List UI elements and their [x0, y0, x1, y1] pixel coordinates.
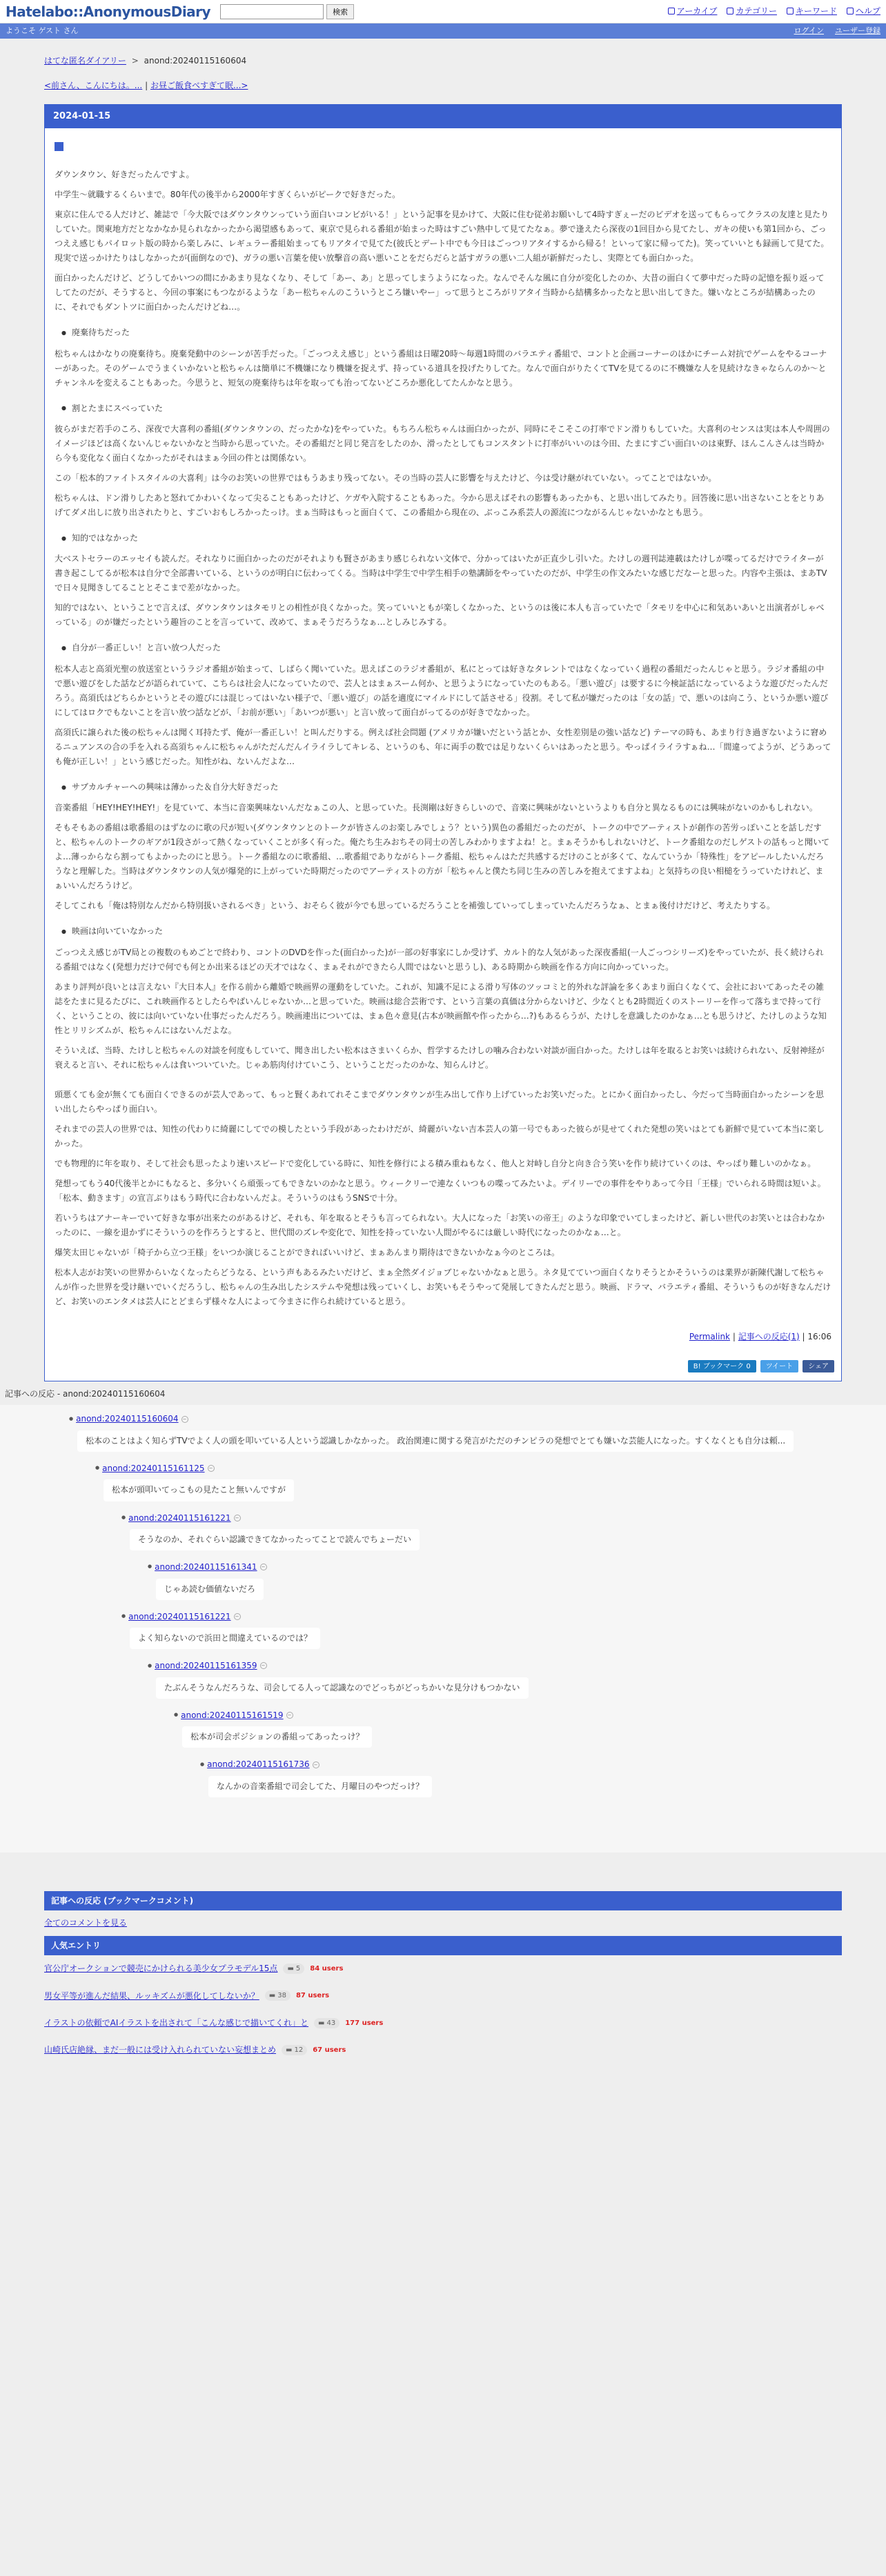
comment-icon: ▬: [286, 2046, 293, 2055]
body-paragraph: そういえば、当時、たけしと松ちゃんの対談を何度もしていて、聞き出したい松本はさまいくらか、哲学するたけしの噛み合わない対談が面白かった。たけしは年を取るとお笑いは続けられない、反射神経が衰えると言い、それに松ちゃんは食いついていた。じゃあ筋肉付けていこう、ということだったのかな、知らんけど。: [55, 1045, 825, 1070]
header-nav: [668, 4, 880, 18]
reaction-head: [174, 1708, 842, 1722]
comment-icon: ▬: [268, 1992, 276, 2000]
bottom-area: [44, 1891, 842, 2071]
reaction-node: [174, 1708, 842, 1755]
nav-category-label: カテゴリー: [736, 6, 777, 17]
reaction-link[interactable]: ● anond:20240115160604: [76, 1414, 179, 1424]
keyword-icon: [787, 8, 794, 14]
nav-keyword-label: キーワード: [795, 6, 837, 17]
body-paragraph: 面白かったんだけど、どうしてかいつの間にかあまり見なくなり、そして「あー、あ」と思ってしまうようになった。なんでそんな風に自分が変化したのか、大昔の面白くて夢中だった時の記憶を振り返ってしてたのだが、そうすると、今回の事案にもつながるような「あー松ちゃんのこういうところ嫌いやー」って思うところがリアタイ当時から結構多かったなと思い出してきた。嫌いなところが結構あったのに、それでもダントツに面白かったんだけどね…。: [55, 273, 825, 312]
body-paragraph: 発想ってもう40代後半とかにもなると、多分いくら頑張ってもできないのかなと思う。ウィークリーで連なくいつもの喋ってみたいよ。デイリーでの事件をやりあって今日「王様」でいられる時間は短いよ。「松本、動きます」の宣言ぶりはもう時代に合わないんだよ。そういうのはもうSNSで十分。: [55, 1178, 826, 1203]
body-paragraph: 松本人志がお笑いの世界からいなくなったらどうなる、という声もあるみたいだけど、まぁ全然ダイジョブじゃないかなぁと思う。ネタ見てていつ面白くなりそうとかそういうのは業界が新陳代謝して松ちゃんが作った世界を受け継いでいくだろうし、松ちゃんの生み出したシステムや発想は残っていくし、お笑いもそうやって発展してきたんだと思う。映画、ドラマ、バラエティ番組、そういうものが好きなんだけど、お笑いのエンタメは芸人にとどまらず様々な人によって今まさに作られ続けていると思う。: [55, 1267, 831, 1306]
archive-icon: [668, 8, 675, 14]
breadcrumb-separator: >: [131, 56, 139, 66]
reaction-node: [121, 1511, 842, 1558]
reactions-count-link[interactable]: 記事への反応(1): [738, 1331, 800, 1341]
section-footer: [55, 1330, 831, 1348]
reaction-text: よく知らないので浜田と間違えているのでは？: [130, 1628, 320, 1649]
body-paragraph: 中学生〜就職するくらいまで。80年代の後半から2000年すぎくらいがピークで好きだった。: [55, 190, 401, 200]
nav-category[interactable]: [727, 4, 777, 18]
comment-icon: ▬: [318, 2019, 325, 2027]
bookmark-users[interactable]: 177 users: [345, 2019, 384, 2027]
welcome-text: ようこそ ゲスト さん: [6, 26, 79, 35]
reactions-title: 記事への反応 - anond:20240115160604: [5, 1389, 166, 1399]
popular-item: [44, 1983, 842, 2010]
heading-1: ● 廃棄待ちだった: [61, 326, 831, 339]
breadcrumb-current: anond:20240115160604: [144, 56, 247, 66]
collapse-icon[interactable]: −: [234, 1613, 241, 1620]
reaction-head: [121, 1610, 842, 1624]
body-block-5: [55, 662, 831, 769]
popular-item-link[interactable]: 山崎氏店絶縁、まだ一般には受け入れられていない妄想まとめ: [44, 2045, 277, 2055]
body-block-2: [55, 347, 831, 390]
pager: [44, 79, 842, 92]
reaction-node: [148, 1560, 842, 1607]
body-block-1: [55, 168, 831, 314]
body-paragraph: 東京に住んでる人だけど、雑誌で「今大阪ではダウンタウンっていう面白いコンビがいる！」という記事を見かけて、大阪に住む従弟お願いして4時すぎぇーだのビデオを送ってもらってクラスの友達と見たりしていた。関東地方だとなかなか見られなかったから渇望感もあって、東京で見られる番組が始まった時はすごい熱中して見てたなぁ。夢で逢えたら深夜の1回目から見てたし、ガキの使いも第1回から、ごっつええ感じもパイロット版の時から楽しみに、レギュラー番組始まってもリアタイで見てた(彼氏とデート中でも今日はごっつリアタイするから帰る！といって家に帰ってた)。笑っていいとも録画して見てた。現実で送っかけたりはしなかったが(面倒なので)、ガラの悪い言葉を使い放擊音の高い悪いことをだらだらと話すガラの悪い二人組が新鮮だったし、実際とても面白かった。: [55, 210, 829, 263]
collapse-icon[interactable]: −: [260, 1662, 267, 1669]
comment-count: 43: [326, 2019, 336, 2027]
reaction-head: [95, 1461, 842, 1475]
popular-item: [44, 2010, 842, 2037]
search-button[interactable]: 検索: [326, 4, 354, 19]
reaction-link[interactable]: ● anond:20240115161519: [181, 1710, 284, 1720]
site-logo[interactable]: Hatelabo::AnonymousDiary: [6, 3, 211, 20]
diary-section: [45, 128, 841, 1355]
body-paragraph: それまでの芸人の世界では、知性の代わりに綺麗にしてでの模したという手段があったわけだが、綺麗がいない吉本芸人の第一号でもあった彼らが見せてくれた発想の笑いはとても新鮮で見ていて本当に楽しかった。: [55, 1124, 825, 1148]
popular-item: [44, 1955, 842, 1982]
comment-count-badge: [282, 2045, 307, 2055]
register-link[interactable]: ユーザー登録: [835, 26, 880, 35]
bookmark-button[interactable]: B! ブックマーク 0: [688, 1360, 756, 1372]
body-paragraph: ダウンタウン、好きだったんですよ。: [55, 170, 195, 180]
body-paragraph: そもそもあの番組は歌番組のはずなのに歌の尺が短い(ダウンタウンとのトークが皆さんのお楽しみでしょう？という)異色の番組だったのだが、トークの中でアーティストが創作の苦労っぽいことを話しだすと、松ちゃんのトークのギアが1段さがって熱くなっていくことが多く有った。俺たち生みおちその同士の苦しみわかりますよね！と。まぁそうかもしれないけど、トーク番組なのだしゲストの話もっと聞いてよ…薄っからなら割ってもよかったのにと思う。トーク番組なのに歌番組、…歌番組でありながらトーク番組、松ちゃんはただ共感するだけのことが多くて、なんていうか「特殊性」をアピールしたいんだろうなと理解した。当時はダウンタウンの人気が爆発的に上がっていた時期だったのでアーティストの方が「松ちゃんと僕たち同じ生みの苦しみを抱えてますよね」と気持ちの良い相槌をうっていたけれど、まぁいいんだろうけど。: [55, 823, 830, 891]
reaction-text: 松本が司会ポジションの番組ってあったっけ？: [182, 1726, 372, 1748]
bookmark-users[interactable]: 84 users: [310, 1964, 344, 1973]
heading-2: ● 割とたまにスベっていた: [61, 401, 831, 415]
body-block-6: [55, 801, 831, 913]
nav-help[interactable]: [847, 4, 880, 18]
reaction-node: [148, 1659, 842, 1706]
body-paragraph: 頭悪くても金が無くても面白くできるのが芸人であって、もっと賢くあれてれそこまでダウンタウンが生み出して作り上げていったお笑いだった。とにかく面白かったし、今だって当時面白かったシーンを思い出したらやっぱり面白い。: [55, 1089, 824, 1114]
body-paragraph: あまり評判が良いとは言えない『大日本人』を作る前から離婚で映画界の運動をしていた。これが、知識不足による滑り写体のツッコミと的外れな評論を多くあまり面白くなくて、会社においてあったその雑誌をたまに見るたびに、これ映画作るとしたらやばいんじゃないか…と思っていた。映画は総合芸術です、という言葉の真価は分からないけど、少なくとも2時間近くのストーリーを作って落ちまで持って行く、ということの、彼には向いていない仕事だったんだろう。映画連出については、まぁ色々意見(古本が映画館や作ったから…?)もあるらうが、たけしを意識したのかなぁ…とも思うけど、たけしのような知性とリリシズムが、松ちゃんにはないんだよな。: [55, 981, 827, 1035]
post-time: | 16:06: [802, 1331, 831, 1341]
search-box: [220, 4, 354, 19]
day-date: 2024-01-15: [45, 105, 841, 128]
bookmark-users[interactable]: 67 users: [313, 2046, 346, 2055]
breadcrumb-root[interactable]: はてな匿名ダイアリー: [44, 56, 126, 66]
heading-4: ● 自分が一番正しい！と言い放つ人だった: [61, 641, 831, 655]
body-paragraph: でも物理的に年を取り、そして社会も思ったより速いスピードで変化している時に、知性を修行による積み重ねもなく、他人と対峙し自分と向き合う笑いを作り続けていくのは、やっぱり難しいのかなぁ。: [55, 1158, 816, 1168]
reaction-text: じゃあ読む価値ないだろ: [156, 1579, 264, 1600]
reactions-tree: [0, 1405, 886, 1853]
permalink[interactable]: Permalink: [689, 1331, 731, 1341]
body-paragraph: 松ちゃんは、ドン滑りしたあと怒れてかわいくなって尖ることもあったけど、ケガや入院することもあった。今から思えばそれの影響もあったかも、と思い出してみたり。回答後に思い出さないことをとりあげてダメ出しに放り出されたりと、すごいおもしろかったっけ。まぁ当時はもっと面白くて、この番組から現在の、ぶっこみ系芸人の源流につながるんじゃないかなとも思う。: [55, 493, 825, 518]
comment-count-badge: [265, 1990, 291, 2001]
body-paragraph: 知的ではない、ということで言えば、ダウンタウンはタモリとの相性が良くなかった。笑っていいともが楽しくなかった、というのは後に本人も言っていたで「タモリを中心に和気あいあいと出演者がしゃべっている」のが嫌だったという趣旨のことを言っていて、改めて、まぁそうだろうなぁ…としみじみする。: [55, 603, 825, 628]
reactions-tree-root: [44, 1412, 842, 1804]
reaction-text: なんかの音楽番組で司会してた、月曜日のやつだっけ？: [208, 1776, 432, 1797]
diary-day: [44, 104, 842, 1381]
heading-6: ● 映画は向いていなかった: [61, 924, 831, 938]
body-paragraph: この「松本的ファイトスタイルの大喜利」は今のお笑いの世界ではもうあまり残ってない。その当時の芸人に影響を与えたけど、今は受け継がれていない。ってことではないか。: [55, 473, 717, 483]
comment-count: 5: [295, 1964, 301, 1973]
section-anchor-icon[interactable]: [55, 142, 63, 151]
reaction-link[interactable]: ● anond:20240115161125: [102, 1463, 205, 1473]
heading-3: ● 知的ではなかった: [61, 531, 831, 545]
collapse-icon[interactable]: −: [208, 1465, 215, 1472]
bookmark-users[interactable]: 87 users: [295, 1992, 330, 2000]
tweet-button[interactable]: ツイート: [760, 1360, 799, 1372]
popular-item-link[interactable]: 官公庁オークションで競売にかけられる美少女プラモデル15点: [44, 1964, 278, 1974]
reaction-text: たぶんそうなんだろうな、司会してる人って認識なのでどっちがどっちかいな見分けもつかない: [156, 1677, 529, 1699]
reaction-link[interactable]: ● anond:20240115161359: [155, 1661, 257, 1671]
reaction-link[interactable]: ● anond:20240115161221: [128, 1611, 231, 1621]
body-paragraph: 音楽番組「HEY!HEY!HEY!」を見ていて、本当に音楽興味ないんだなぁこの人、と思っていた。長渕剛は好きらしいので、音楽に興味がないというよりも自分と異なるものには興味がないのかもしれない。: [55, 803, 818, 813]
reaction-link[interactable]: ● anond:20240115161736: [207, 1759, 310, 1770]
site-header: [0, 0, 886, 23]
bookmark-comments-title: 記事への反応 (ブックマークコメント): [44, 1891, 842, 1910]
share-row: [45, 1355, 841, 1381]
body-paragraph: 大ベストセラーのエッセイも読んだ。それなりに面白かったのだがそれよりも賢さがあまり感じられない文体で、分かってはいたが正直少し引いた。たけしの週刊誌連載はたけしが喋ってるだけでライターが書き起こしてるが松本は自分で全部書いている、というのが明白に伝わってくる。当時は中学生で中学生相手の塾講師をやっていたのだが、中学生の作文みたいな感じだなーと思った。内容や主張は、まあTVで日々見聞きしてることとそこまで差がなかった。: [55, 554, 827, 593]
comment-count: 12: [294, 2046, 304, 2055]
body-paragraph: そしてこれも「俺は特別なんだから特別扱いされるべき」という、おそらく彼が今でも思っているだろうことを補強していってしまっていたんだろうなぁ、とまぁ後付けだけど、考えたりする。: [55, 901, 776, 911]
comment-count-badge: [314, 2018, 339, 2028]
popular-title: 人気エントリ: [44, 1936, 842, 1955]
breadcrumb: [44, 54, 842, 68]
comment-count-badge: [283, 1964, 304, 1974]
nav-archive-label: アーカイブ: [676, 6, 718, 17]
body-block-3: [55, 422, 831, 520]
pager-divider: |: [145, 81, 148, 91]
collapse-icon[interactable]: −: [313, 1761, 319, 1768]
category-icon: [727, 8, 734, 14]
reaction-head: [121, 1511, 842, 1525]
popular-item-link[interactable]: イラストの依頼でAIイラストを出されて「こんな感じで描いてくれ」と: [44, 2017, 309, 2028]
user-bar: [0, 23, 886, 39]
nav-help-label: ヘルプ: [855, 6, 880, 17]
reaction-node: [69, 1412, 842, 1459]
body-paragraph: 爆笑太田じゃないが「椅子から立つ王様」をいつか演じることができればいいけど、まぁあんまり期待はできないかなぁ今のところは。: [55, 1247, 560, 1257]
body-block-8: [55, 1088, 831, 1309]
reaction-node: [121, 1610, 842, 1657]
comment-icon: ▬: [287, 1964, 294, 1973]
collapse-icon[interactable]: −: [260, 1564, 267, 1570]
next-entry-link[interactable]: お昼ご飯食べすぎて眠...>: [150, 81, 248, 91]
nav-archive[interactable]: [668, 4, 718, 18]
body-paragraph: 松本人志と高須光聖の放送室というラジオ番組が始まって、しばらく聞いていた。思えばこのラジオ番組が、私にとっては好きなタレントではなくなっていく過程の番組だったんじゃと思う。ラジオ番組の中で悪い遊びをした話などが語られていて、こちらは社会人になっていたので、芸人とはまぁスーム何か、と思うようになっていたのもある。「悪い遊び」は要するに今検証話になっているような遊びだったんだろう。高須氏はどちらかというとその遊びには混じってはいない様子で、「悪い遊び」の話を適度にマイルドにして話させる」役割。そして私が嫌だったのは「女の話」で、悪いのは向こう、というか悪い遊びにしてはロクでもないことを言い放つ話などが、「お前が悪い」「あいつが悪い」と言い放って面白がってるのが好きでなかった。: [55, 663, 829, 717]
body-block-7: [55, 946, 831, 1072]
body-paragraph: 若いうちはアナーキーでいて好きな事が出来たのがあるけど、それも、年を取るとそうも言ってられない。大人になった「お笑いの帝王」のような印象でいてしまったけど、新しい世代のお笑いとは合わなかったのに、一線を退かずにそういうのを作ろうとすると、世代間のズレや変化で、知性を持っていない人間がやるには厳しい時代になったのかなぁ…と。: [55, 1212, 825, 1237]
body-block-4: [55, 552, 831, 630]
popular-list: [44, 1955, 842, 2064]
reaction-head: [200, 1757, 842, 1771]
collapse-icon[interactable]: −: [181, 1416, 188, 1423]
body-paragraph: 高須氏に譲られた後の松ちゃんは聞く耳持たず、俺が一番正しい！と叫んだりする。例えば社会問題 (アメリカが嫌いだという話とか、女性差別是の強い話など) テーマの時も、あまり行き過ぎないように窘めるニュアンスの合の手を入れる高須ちゃんに松ちゃんがただんだんイライラしてキレる、というのも、年に両手の数では足りないくらいはあったと思う。やっぱイライラすぁね…「間違ってようが、どうあっても俺が正しい！」という感じだった。知性がね、ないんだよな…: [55, 727, 831, 766]
search-input[interactable]: [220, 4, 324, 19]
facebook-share-button[interactable]: シェア: [803, 1360, 834, 1372]
popular-item-link[interactable]: 男女平等が進んだ結果、ルッキズムが悪化してしないか？: [44, 1990, 259, 2001]
reaction-text: そうなのか、それぐらい認識できてなかったってことで読んでちょーだい: [130, 1529, 420, 1550]
popular-item: [44, 2037, 842, 2064]
prev-entry-link[interactable]: <前さん、こんにちは。...: [44, 81, 143, 91]
reaction-link[interactable]: ● anond:20240115161221: [128, 1512, 231, 1523]
body-paragraph: ごっつええ感じがTV局との複数のもめごとで終わり、コントのDVDを作った(面白かった)が一部の好事家にしか受けず、カルト的な人気があった深夜番組(一人ごっつシリーズ)をやっていたが、長く続けられる番組ではなく(発想力だけで何でも何とか出来るほどの天才ではなく、まぁそれができたら人間ではないと思うし)、ある時期から映画を作る方向に向かっていった。: [55, 947, 824, 972]
all-comments-row: [44, 1916, 842, 1930]
reaction-head: [148, 1659, 842, 1673]
collapse-icon[interactable]: −: [286, 1712, 293, 1719]
main-container: [44, 39, 842, 1381]
heading-5: ● サブカルチャーへの興味は薄かった＆自分大好きだった: [61, 780, 831, 794]
nav-keyword[interactable]: [787, 4, 837, 18]
reaction-text: 松本のことはよく知らずTVでよく人の頭を叩いている人という認識しかなかった。 政治関連に関する発言がただのチンピラの発想でとても嫌いな芸能人になった。すくなくとも自分は頼...: [77, 1430, 794, 1452]
body-paragraph: 彼らがまだ若手のころ、深夜で大喜利の番組(ダウンタウンの、だったかな)をやっていた。もちろん松ちゃんは面白かったが、同時にそこそこの打率でドン滑りもしていた。大喜利のセンスは実は本人や周囲のイメージほどは高くないんじゃないかなと当時から思っていた。その番組だと同じ発言をしたのか、滑ったとしてもコンスタントに打率がいいのは今田、たまにすごい面白いのは東野、ほんこんさんは当時から今も変化なく面白くなかったがそれはまぁ今回の件とは関係ない。: [55, 424, 830, 463]
login-link[interactable]: ログイン: [794, 26, 824, 35]
reaction-node: [95, 1461, 842, 1508]
reaction-head: [69, 1412, 842, 1426]
comment-count: 38: [277, 1992, 286, 2000]
reaction-node: [200, 1757, 842, 1804]
footer-divider: |: [732, 1331, 736, 1341]
reaction-link[interactable]: ● anond:20240115161341: [155, 1562, 257, 1572]
reaction-head: [148, 1560, 842, 1574]
help-icon: [847, 8, 854, 14]
collapse-icon[interactable]: −: [234, 1515, 241, 1521]
reaction-text: 松本が頭叩いてっこもの見たこと無いんですが: [104, 1479, 294, 1501]
body-paragraph: 松ちゃんはかなりの廃棄待ち。廃棄発動中のシーンが苦手だった。「ごっつええ感じ」という番組は日曜20時〜毎週1時間のバラエティ番組で、コントと企画コーナーのほかにチーム対抗でゲームをやるコーナーがあった。そのゲームでうまくいかないと松ちゃんは簡単に不機嫌になり機嫌を捉えず、持っている道具を投げたりしてた。なんで面白がりたくてTVを見てるのに不機嫌な人を見続けなきゃならんのか〜とチャンネルを変えることもあった。今思うと、短気の廃棄待ちは年を取っても治ってないどころか悪化してたんかなと思う。: [55, 348, 827, 388]
all-comments-link[interactable]: 全てのコメントを見る: [44, 1918, 128, 1928]
